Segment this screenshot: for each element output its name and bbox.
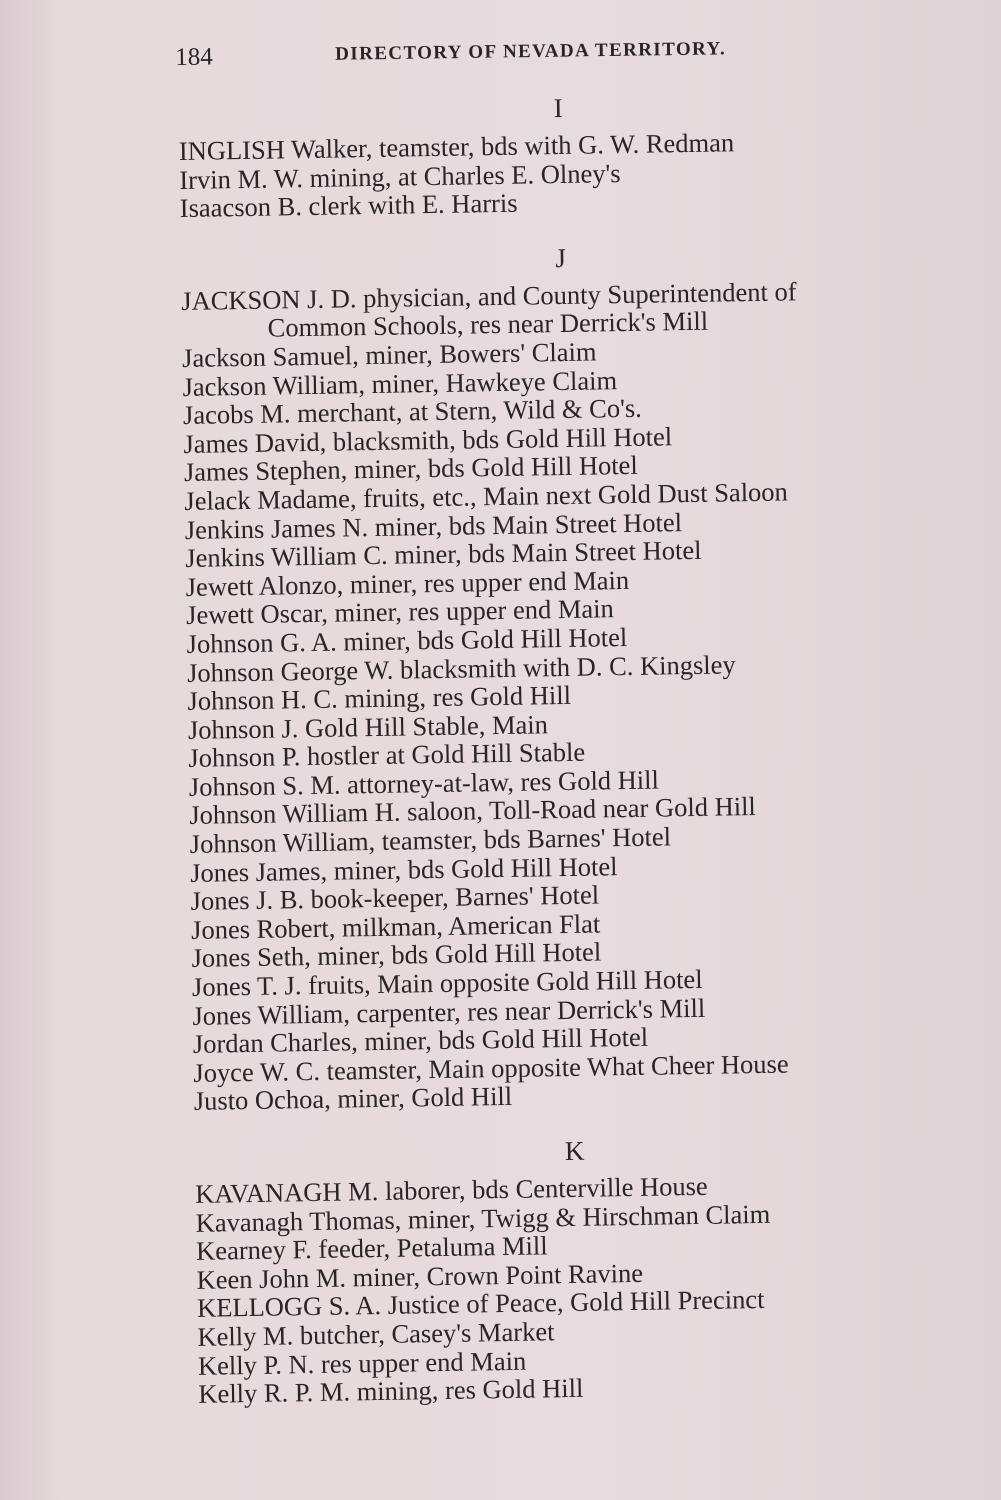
page-header — [175, 31, 785, 80]
list-item: Kelly R. P. M. mining, res Gold Hill — [198, 1372, 584, 1409]
list-item: Johnson George W. blacksmith with D. C. Kingsley — [186, 648, 736, 688]
section-letter: J — [555, 242, 567, 273]
list-item: Jackson Samuel, miner, Bowers' Claim — [181, 336, 597, 373]
section-k — [194, 1126, 978, 1409]
section-j — [180, 233, 974, 1116]
page-number: 184 — [175, 43, 213, 71]
list-item: Joyce W. C. teamster, Main opposite What Cheer House — [193, 1048, 789, 1088]
running-title: DIRECTORY OF NEVADA TERRITORY. — [335, 38, 727, 65]
list-item: Johnson William H. saloon, Toll-Road near Gold Hill — [189, 791, 757, 831]
continuation-text: Common Schools, res near Derrick's Mill — [267, 306, 709, 343]
list-item: KAVANAGH M. laborer, bds Centerville House — [195, 1170, 708, 1209]
section-letter: K — [564, 1135, 585, 1167]
list-item: Johnson H. C. mining, res Gold Hill — [187, 679, 572, 717]
list-item: Jones T. J. fruits, Main opposite Gold Hill Hotel — [191, 963, 703, 1002]
entry-list — [181, 275, 974, 1116]
list-item: Kavanagh Thomas, miner, Twigg & Hirschman Claim — [195, 1198, 771, 1238]
list-item: Kelly P. N. res upper end Main — [197, 1345, 527, 1381]
list-item: Jackson William, miner, Hawkeye Claim — [182, 364, 618, 402]
list-item: Jones Seth, miner, bds Gold Hill Hotel — [191, 936, 602, 974]
directory-listing — [178, 83, 979, 1431]
list-item: Jones J. B. book-keeper, Barnes' Hotel — [190, 879, 600, 917]
list-item: Kelly M. butcher, Casey's Market — [197, 1316, 555, 1352]
list-item: Keen John M. miner, Crown Point Ravine — [196, 1257, 644, 1295]
section-letter: I — [553, 92, 563, 124]
list-item: Jenkins William C. miner, bds Main Street Hotel — [185, 534, 702, 574]
list-item: Johnson P. hostler at Gold Hill Stable — [188, 736, 586, 774]
list-item: Jones James, miner, bds Gold Hill Hotel — [189, 850, 618, 888]
list-item: Johnson J. Gold Hill Stable, Main — [187, 708, 549, 745]
list-item: Jordan Charles, miner, bds Gold Hill Hotel — [192, 1021, 649, 1060]
list-item: Irvin M. W. mining, at Charles E. Olney's — [179, 157, 621, 195]
entry-list — [195, 1168, 978, 1409]
list-item: Jenkins James N. miner, bds Main Street Hotel — [184, 506, 683, 545]
list-item: Johnson S. M. attorney-at-law, res Gold Hill — [188, 764, 660, 802]
list-item: Jewett Alonzo, miner, res upper end Main — [185, 564, 630, 602]
section-i — [178, 83, 960, 223]
list-item: Justo Ochoa, miner, Gold Hill — [193, 1081, 513, 1117]
list-item: Jones William, carpenter, res near Derrick's Mill — [192, 992, 706, 1031]
entry-list — [179, 125, 960, 223]
list-item: Johnson William, teamster, bds Barnes' Hotel — [189, 821, 672, 859]
list-item: JACKSON J. D. physician, and County Superintendent of — [180, 276, 797, 316]
list-item: Jones Robert, milkman, American Flat — [190, 908, 601, 945]
list-item: Jewett Oscar, miner, res upper end Main — [185, 593, 614, 631]
list-item: Jacobs M. merchant, at Stern, Wild & Co's. — [182, 392, 643, 431]
list-item: KELLOGG S. A. Justice of Peace, Gold Hill Precinct — [196, 1284, 765, 1324]
list-item: James Stephen, miner, bds Gold Hill Hotel — [183, 450, 638, 488]
list-item: Johnson G. A. miner, bds Gold Hill Hotel — [186, 621, 628, 659]
list-item: Kearney F. feeder, Petaluma Mill — [195, 1230, 548, 1267]
list-item: Isaacson B. clerk with E. Harris — [179, 187, 518, 224]
list-item: James David, blacksmith, bds Gold Hill Hotel — [183, 421, 673, 459]
list-item: Jelack Madame, fruits, etc., Main next Gold Dust Saloon — [184, 476, 789, 516]
list-item: INGLISH Walker, teamster, bds with G. W. Redman — [178, 127, 735, 166]
